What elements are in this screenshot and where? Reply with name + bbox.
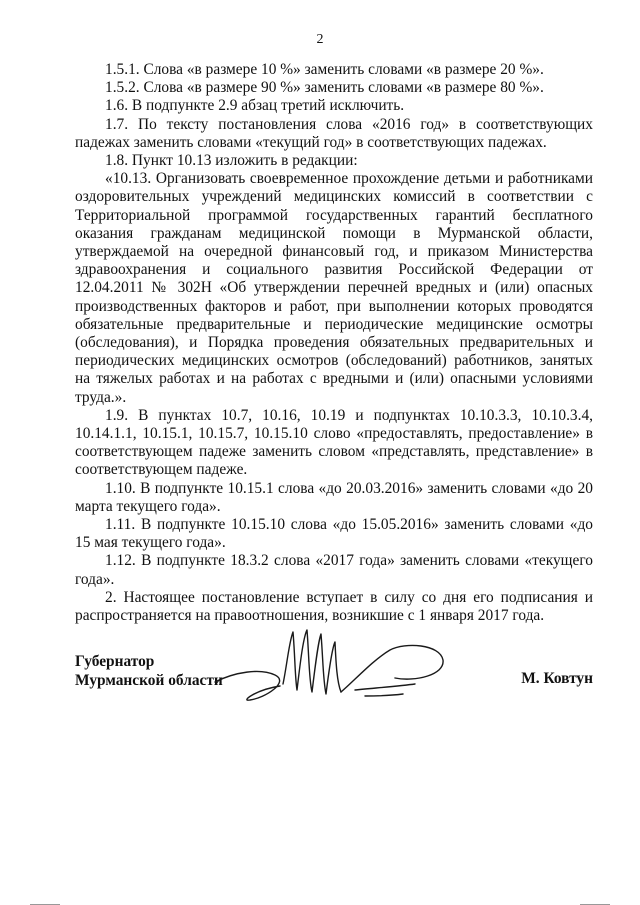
signatory-name: М. Ковтун: [521, 670, 593, 687]
paragraph-1-7: 1.7. По тексту постановления слова «2016 год» в соответствующих падежах заменить словами «текущий год» в соответствующих падежах.: [75, 115, 593, 151]
paragraph-1-8: 1.8. Пункт 10.13 изложить в редакции:: [105, 152, 358, 170]
paragraph-1-9: 1.9. В пунктах 10.7, 10.16, 10.19 и подпунктах 10.10.3.3, 10.10.3.4, 10.14.1.1, 10.15.1, 10.15.7, 10.15.10 слово «предоставлять, предоставление» в соответствующем падеже заменить словом «представлять, представление» в соответствующем падеже.: [75, 406, 593, 479]
signatory-title-line1: Губернатор: [75, 653, 155, 670]
paragraph-1-10: 1.10. В подпункте 10.15.1 слова «до 20.03.2016» заменить словами «до 20 марта текущего года».: [75, 479, 593, 515]
document-body: [75, 61, 593, 625]
paragraph-1-6: 1.6. В подпункте 2.9 абзац третий исключить.: [105, 97, 405, 115]
paragraph-1-11: 1.11. В подпункте 10.15.10 слова «до 15.05.2016» заменить словами «до 15 мая текущего года».: [75, 516, 593, 552]
handwritten-signature: [205, 620, 465, 710]
paragraph-1-5-1: 1.5.1. Слова «в размере 10 %» заменить словами «в размере 20 %».: [105, 61, 544, 78]
paragraph-1-5-2: 1.5.2. Слова «в размере 90 %» заменить словами «в размере 80 %».: [105, 79, 544, 97]
page-number: 2: [316, 32, 324, 47]
paragraph-2: 2. Настоящее постановление вступает в силу со дня его подписания и распространяется на правоотношения, возникшие с 1 января 2017 года.: [75, 588, 593, 625]
paragraph-10-13-quote: «10.13. Организовать своевременное прохождение детьми и работниками оздоровительных учреждений медицинских комиссий в соответствии с Территориальной программой государственных гарантий бесплатного оказания гражданам медицинской помощи в Мурманской области, утверждаемой на очередной финансовый год, и приказом Министерства здравоохранения и социального развития Российской Федерации от 12.04.2011 № 302Н «Об утверждении перечней вредных и (или) опасных производственных факторов и работ, при выполнении которых проводятся обязательные предварительные и периодические медицинские осмотры (обследования), и Порядка проведения обязательных предварительных и периодических медицинских осмотров (обследований) работников, занятых на тяжелых работах и на работах с вредными и (или) опасными условиями труда.».: [75, 170, 593, 406]
paragraph-1-12: 1.12. В подпункте 18.3.2 слова «2017 года» заменить словами «текущего года».: [75, 552, 593, 588]
signatory-title: [75, 652, 223, 690]
signatory-title-line2: Мурманской области: [75, 672, 223, 689]
